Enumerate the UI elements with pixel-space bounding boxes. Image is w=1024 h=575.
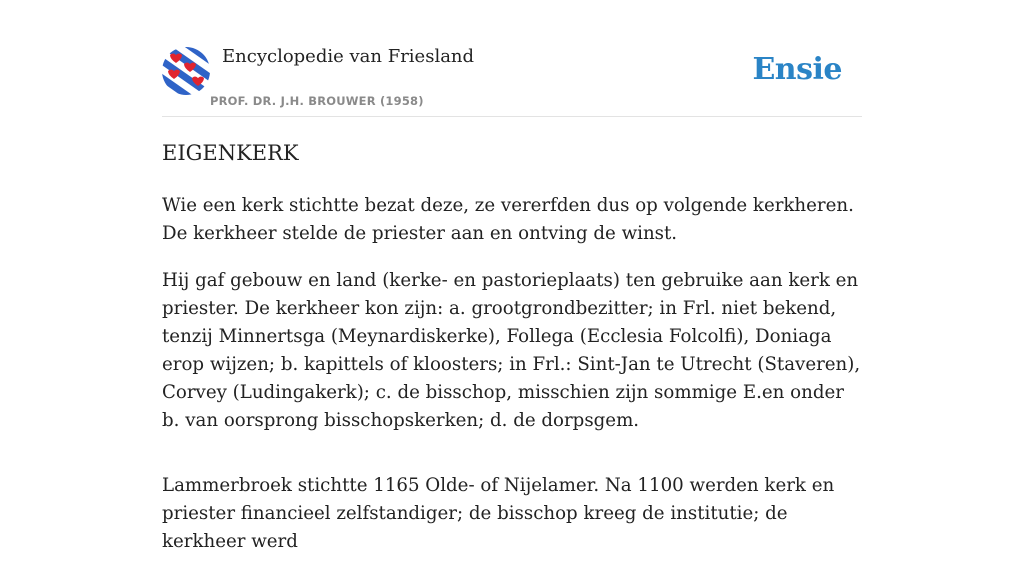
page (162, 0, 862, 552)
entry-paragraph: Wie een kerk stichtte bezat deze, ze vererfden dus op volgende kerkheren. De kerkheer stelde de priester aan en ontving de winst. (162, 195, 854, 244)
entry-title: EIGENKERK (162, 141, 299, 165)
site-header (162, 0, 862, 117)
ensie-brand-link[interactable]: Ensie (752, 52, 842, 87)
entry-paragraph: Hij gaf gebouw en land (kerke- en pastorieplaats) ten gebruike aan kerk en priester. De kerkheer kon zijn: a. grootgrondbezitter; in Frl. niet bekend, tenzij Minnertsga (Meynardiskerke), Follega (Ecclesia Folcolfi), Doniaga erop wijzen; b. kapittels of kloosters; in Frl.: Sint-Jan te Utrecht (Staveren), Corvey (Ludingakerk); c. de bisschop, misschien zijn sommige E.en onder b. van oorsprong bisschopskerken; d. de dorpsgem. (162, 270, 861, 431)
author-byline: PROF. DR. J.H. BROUWER (1958) (210, 94, 424, 108)
frisian-flag-logo-icon[interactable] (162, 47, 210, 95)
entry-paragraph: Lammerbroek stichtte 1165 Olde- of Nijelamer. Na 1100 werden kerk en priester financieel zelfstandiger; de bisschop kreeg de institutie; de kerkheer werd (162, 475, 835, 552)
entry-content (162, 192, 862, 575)
site-title[interactable]: Encyclopedie van Friesland (222, 46, 475, 67)
